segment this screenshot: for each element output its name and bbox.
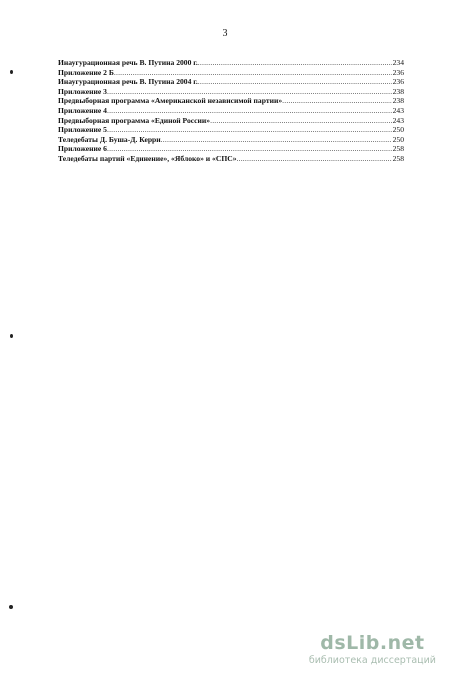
toc-leader [107, 106, 392, 116]
toc-title: Приложение 2 Б [58, 67, 114, 77]
toc-page-number: 250 [392, 125, 404, 135]
toc-title: Приложение 3 [58, 86, 107, 96]
toc-title: Приложение 5 [58, 125, 107, 135]
toc-entry [58, 58, 404, 68]
toc-entry [58, 135, 404, 145]
toc-page-number: 234 [392, 58, 404, 67]
toc-entry [58, 144, 404, 154]
toc-title: Предвыборная программа «Единой России» [58, 115, 211, 125]
toc-page-number: 258 [392, 144, 404, 154]
toc-leader [161, 135, 392, 145]
binding-hole-mark [10, 334, 13, 338]
toc-entry [58, 68, 404, 78]
toc-title: Приложение 4 [58, 105, 107, 115]
toc-title: Инаугурационная речь В. Путина 2000 г. [58, 58, 198, 67]
toc-leader [198, 77, 392, 87]
toc-leader [107, 87, 392, 97]
toc-title: Предвыборная программа «Американской независимой партии» [58, 96, 283, 106]
toc-entry [58, 96, 404, 106]
toc-page-number: 250 [392, 134, 404, 144]
toc-page-number: 238 [392, 96, 404, 106]
watermark [309, 632, 436, 666]
toc-entry [58, 77, 404, 87]
toc-page-number: 243 [392, 105, 404, 115]
page-number: 3 [222, 28, 228, 39]
toc-page-number: 236 [392, 67, 404, 77]
binding-hole-mark [10, 70, 13, 74]
toc-title: Приложение 6 [58, 144, 107, 154]
toc-title: Теледебаты Д. Буша-Д. Керри [58, 134, 161, 144]
toc-leader [107, 144, 392, 154]
toc-leader [237, 154, 392, 164]
toc-leader [210, 116, 392, 126]
watermark-logo: dsLib.net [320, 632, 425, 654]
toc-entry [58, 116, 404, 126]
table-of-contents [58, 58, 404, 164]
toc-title: Теледебаты партий «Единение», «Яблоко» и «СПС» [58, 153, 237, 163]
toc-leader [107, 125, 392, 135]
toc-entry [58, 154, 404, 164]
toc-entry [58, 106, 404, 116]
toc-page-number: 236 [392, 77, 404, 87]
toc-page-number: 238 [392, 86, 404, 96]
toc-entry [58, 87, 404, 97]
binding-hole-mark [9, 605, 13, 609]
toc-title: Инаугурационная речь В. Путина 2004 г. [58, 77, 198, 87]
watermark-subtitle: библиотека диссертаций [308, 655, 436, 666]
toc-entry [58, 125, 404, 135]
toc-leader [198, 58, 392, 68]
toc-leader [282, 96, 391, 106]
toc-leader [114, 68, 392, 78]
toc-page-number: 243 [392, 115, 404, 125]
toc-page-number: 258 [392, 153, 404, 163]
